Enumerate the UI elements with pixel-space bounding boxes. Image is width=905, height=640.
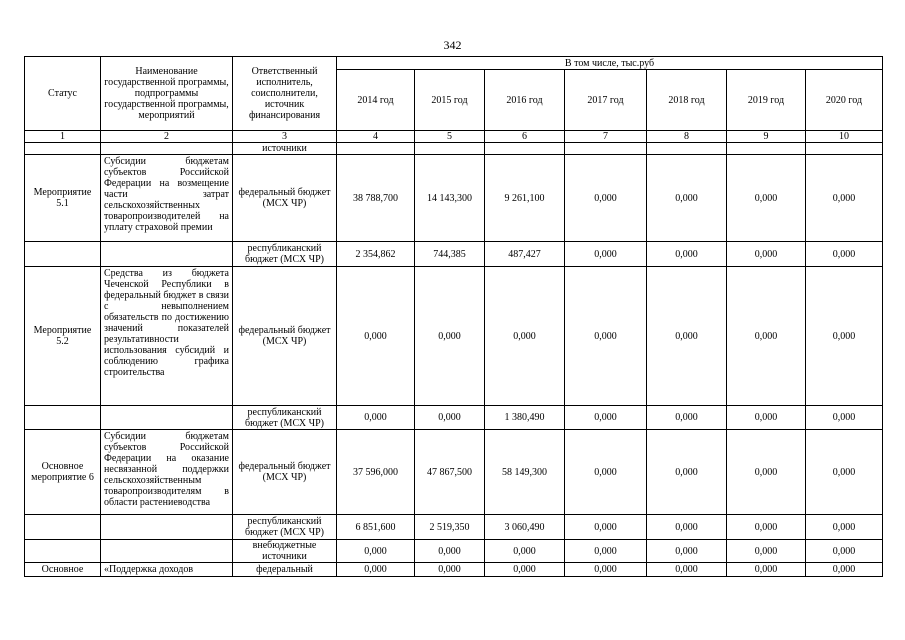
column-numbers-row (25, 131, 883, 143)
value-cell: 0,000 (337, 267, 415, 406)
value-cell: 0,000 (337, 540, 415, 563)
value-cell: 0,000 (415, 406, 485, 430)
source-cell: республиканский бюджет (МСХ ЧР) (233, 515, 337, 540)
value-cell: 0,000 (565, 406, 647, 430)
table-row (25, 515, 883, 540)
table-row (25, 406, 883, 430)
col-number: 2 (101, 131, 233, 143)
value-cell: 0,000 (727, 515, 806, 540)
value-cell: 9 261,100 (485, 155, 565, 242)
status-cell: Основное (25, 563, 101, 577)
value-cell: 0,000 (806, 406, 883, 430)
col-number: 7 (565, 131, 647, 143)
value-cell: 0,000 (565, 563, 647, 577)
value-cell: 3 060,490 (485, 515, 565, 540)
value-cell: 0,000 (806, 540, 883, 563)
value-cell: 0,000 (485, 267, 565, 406)
sources-row (25, 143, 883, 155)
name-cell (101, 515, 233, 540)
value-cell: 0,000 (727, 155, 806, 242)
page-number: 342 (443, 38, 462, 52)
value-cell: 0,000 (565, 540, 647, 563)
empty-cell (806, 143, 883, 155)
value-cell: 0,000 (565, 267, 647, 406)
value-cell: 1 380,490 (485, 406, 565, 430)
value-cell: 0,000 (415, 540, 485, 563)
value-cell: 0,000 (647, 155, 727, 242)
empty-cell (25, 143, 101, 155)
header-year: 2016 год (485, 70, 565, 131)
value-cell: 0,000 (565, 242, 647, 267)
value-cell: 0,000 (806, 430, 883, 515)
value-cell: 0,000 (727, 406, 806, 430)
status-cell: Мероприятие 5.2 (25, 267, 101, 406)
source-cell: республиканский бюджет (МСХ ЧР) (233, 242, 337, 267)
value-cell: 0,000 (415, 267, 485, 406)
table-row (25, 540, 883, 563)
header-year: 2017 год (565, 70, 647, 131)
value-cell: 487,427 (485, 242, 565, 267)
value-cell: 0,000 (565, 430, 647, 515)
table-row (25, 267, 883, 406)
header-executor: Ответственный исполнитель, соисполнители, источник финансирования (233, 57, 337, 131)
value-cell: 0,000 (727, 430, 806, 515)
status-cell (25, 515, 101, 540)
value-cell: 0,000 (485, 540, 565, 563)
value-cell: 0,000 (337, 406, 415, 430)
col-number: 5 (415, 131, 485, 143)
name-cell: «Поддержка доходов (101, 563, 233, 577)
empty-cell (565, 143, 647, 155)
col-number: 1 (25, 131, 101, 143)
source-cell: федеральный (233, 563, 337, 577)
source-cell: республиканский бюджет (МСХ ЧР) (233, 406, 337, 430)
name-cell: Средства из бюджета Чеченской Республики в федеральный бюджет в связи с невыполнением обязательств по достижению значений показателей результативности использования субсидий и соблюдению графика строительства (101, 267, 233, 406)
empty-cell (647, 143, 727, 155)
status-cell: Основное мероприятие 6 (25, 430, 101, 515)
value-cell: 0,000 (647, 515, 727, 540)
value-cell: 0,000 (647, 430, 727, 515)
source-cell: федеральный бюджет (МСХ ЧР) (233, 267, 337, 406)
value-cell: 0,000 (647, 540, 727, 563)
status-cell (25, 540, 101, 563)
value-cell: 0,000 (647, 406, 727, 430)
status-cell: Мероприятие 5.1 (25, 155, 101, 242)
header-year: 2015 год (415, 70, 485, 131)
value-cell: 744,385 (415, 242, 485, 267)
table-row (25, 563, 883, 577)
empty-cell (101, 143, 233, 155)
name-cell: Субсидии бюджетам субъектов Российской Федерации на возмещение части затрат сельскохозяйственных товаропроизводителей на уплату страховой премии (101, 155, 233, 242)
value-cell: 38 788,700 (337, 155, 415, 242)
empty-cell (415, 143, 485, 155)
col-number: 6 (485, 131, 565, 143)
sources-label: источники (233, 143, 337, 155)
value-cell: 2 354,862 (337, 242, 415, 267)
value-cell: 0,000 (565, 515, 647, 540)
value-cell: 0,000 (727, 540, 806, 563)
value-cell: 0,000 (806, 267, 883, 406)
value-cell: 14 143,300 (415, 155, 485, 242)
value-cell: 2 519,350 (415, 515, 485, 540)
empty-cell (727, 143, 806, 155)
value-cell: 58 149,300 (485, 430, 565, 515)
col-number: 8 (647, 131, 727, 143)
name-cell: Субсидии бюджетам субъектов Российской Федерации на оказание несвязанной поддержки сельскохозяйственным товаропроизводителям в области растениеводства (101, 430, 233, 515)
value-cell: 0,000 (727, 563, 806, 577)
value-cell: 37 596,000 (337, 430, 415, 515)
header-year: 2020 год (806, 70, 883, 131)
value-cell: 0,000 (727, 267, 806, 406)
col-number: 4 (337, 131, 415, 143)
header-year: 2018 год (647, 70, 727, 131)
value-cell: 0,000 (485, 563, 565, 577)
source-cell: внебюджетные источники (233, 540, 337, 563)
table-row (25, 430, 883, 515)
empty-cell (337, 143, 415, 155)
header-year: 2014 год (337, 70, 415, 131)
col-number: 3 (233, 131, 337, 143)
source-cell: федеральный бюджет (МСХ ЧР) (233, 155, 337, 242)
source-cell: федеральный бюджет (МСХ ЧР) (233, 430, 337, 515)
table-row (25, 155, 883, 242)
header-incl: В том числе, тыс.руб (337, 57, 883, 70)
value-cell: 0,000 (806, 563, 883, 577)
table-row (25, 242, 883, 267)
status-cell (25, 406, 101, 430)
name-cell (101, 242, 233, 267)
header-status: Статус (25, 57, 101, 131)
value-cell: 0,000 (337, 563, 415, 577)
value-cell: 47 867,500 (415, 430, 485, 515)
budget-table (24, 56, 883, 577)
value-cell: 0,000 (647, 267, 727, 406)
value-cell: 0,000 (806, 155, 883, 242)
value-cell: 0,000 (806, 242, 883, 267)
header-name: Наименование государственной программы, подпрограммы государственной программы, мероприятий (101, 57, 233, 131)
value-cell: 0,000 (806, 515, 883, 540)
value-cell: 0,000 (415, 563, 485, 577)
empty-cell (485, 143, 565, 155)
col-number: 10 (806, 131, 883, 143)
name-cell (101, 406, 233, 430)
name-cell (101, 540, 233, 563)
value-cell: 0,000 (727, 242, 806, 267)
value-cell: 0,000 (647, 563, 727, 577)
status-cell (25, 242, 101, 267)
header-year: 2019 год (727, 70, 806, 131)
value-cell: 6 851,600 (337, 515, 415, 540)
value-cell: 0,000 (565, 155, 647, 242)
value-cell: 0,000 (647, 242, 727, 267)
col-number: 9 (727, 131, 806, 143)
